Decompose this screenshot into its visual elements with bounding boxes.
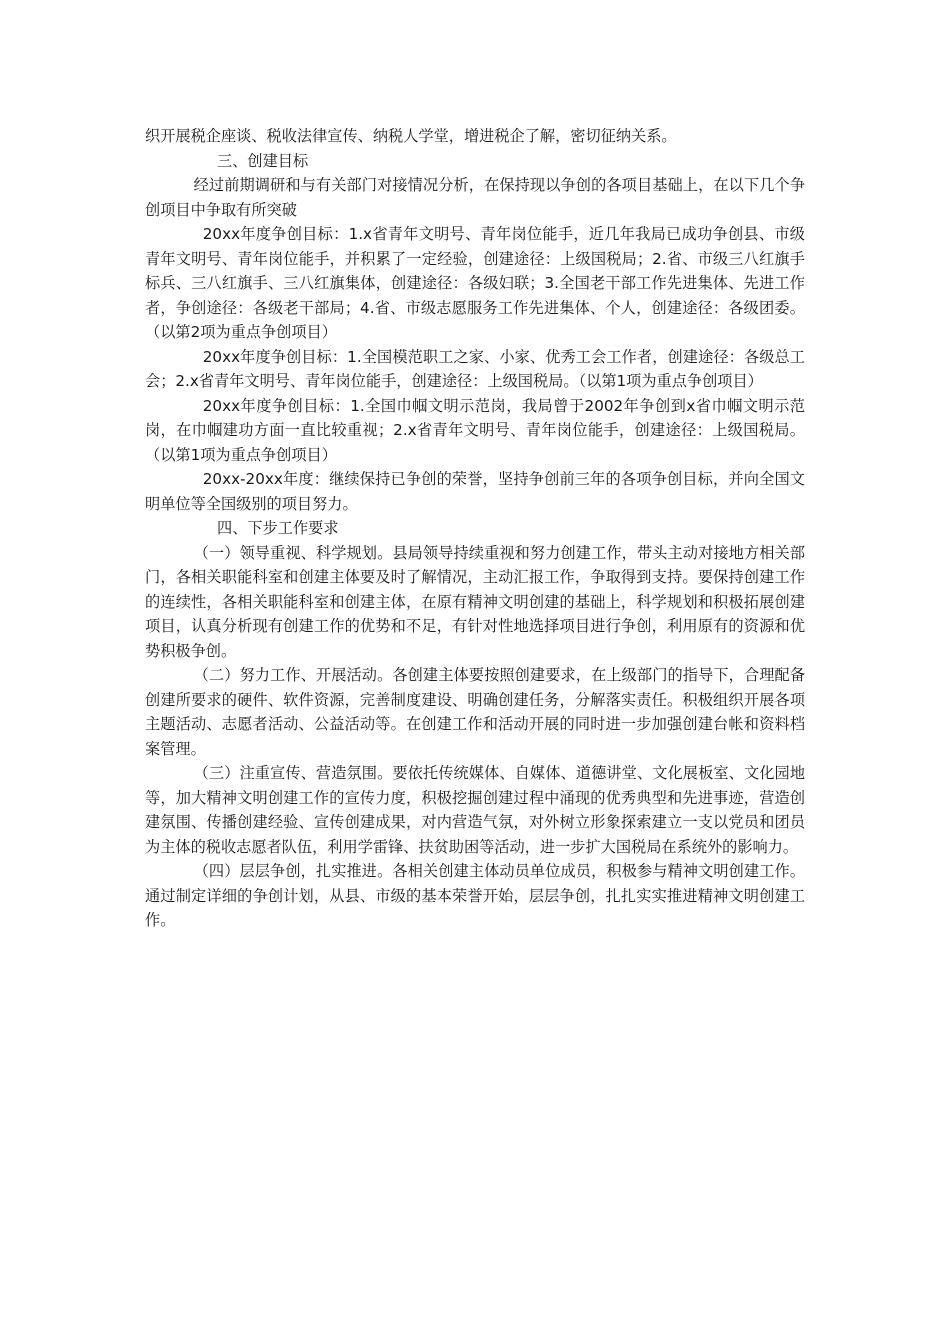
paragraph-requirement-1: （一）领导重视、科学规划。县局领导持续重视和努力创建工作，带头主动对接地方相关部门，各相关职能科室和创建主体要及时了解情况，主动汇报工作，争取得到支持。要保持创建工作的连续性，各相关职能科室和创建主体，在原有精神文明创建的基础上，科学规划和积极拓展创建项目，认真分析现有创建工作的优势和不足，有针对性地选择项目进行争创，利用原有的资源和优势积极争创。 <box>145 543 805 660</box>
paragraph-continuation: 织开展税企座谈、税收法律宣传、纳税人学堂，增进税企了解，密切征纳关系。 <box>145 127 677 145</box>
document-body <box>145 124 805 933</box>
paragraph-goal-year-3: 20xx年度争创目标：1.全国巾帼文明示范岗，我局曾于2002年争创到x省巾帼文明示范岗，在巾帼建功方面一直比较重视；2.x省青年文明号、青年岗位能手，创建途径：上级国税局。（以第1项为重点争创项目） <box>145 396 805 464</box>
paragraph-requirement-3: （三）注重宣传、营造氛围。要依托传统媒体、自媒体、道德讲堂、文化展板室、文化园地等，加大精神文明创建工作的宣传力度，积极挖掘创建过程中涌现的优秀典型和先进事迹，营造创建氛围、传播创建经验、宣传创建成果，对内营造气氛，对外树立形象探索建立一支以党员和团员为主体的税收志愿者队伍，利用学雷锋、扶贫助困等活动，进一步扩大国税局在系统外的影响力。 <box>145 764 805 856</box>
section-heading-requirements: 四、下步工作要求 <box>217 519 339 537</box>
section-heading-goals: 三、创建目标 <box>217 151 309 170</box>
paragraph-requirement-2: （二）努力工作、开展活动。各创建主体要按照创建要求，在上级部门的指导下，合理配备创建所要求的硬件、软件资源，完善制度建设、明确创建任务，分解落实责任。积极组织开展各项主题活动、志愿者活动、公益活动等。在创建工作和活动开展的同时进一步加强创建台帐和资料档案管理。 <box>145 666 805 758</box>
paragraph-goal-year-2: 20xx年度争创目标：1.全国模范职工之家、小家、优秀工会工作者，创建途径：各级总工会；2.x省青年文明号、青年岗位能手，创建途径：上级国税局。（以第1项为重点争创项目） <box>145 347 805 390</box>
paragraph-analysis: 经过前期调研和与有关部门对接情况分析，在保持现以争创的各项目基础上，在以下几个争创项目中争取有所突破 <box>145 176 805 219</box>
paragraph-goal-year-1: 20xx年度争创目标：1.x省青年文明号、青年岗位能手，近几年我局已成功争创县、市级青年文明号、青年岗位能手，并积累了一定经验，创建途径：上级国税局；2.省、市级三八红旗手标兵、三八红旗手、三八红旗集体，创建途径：各级妇联；3.全国老干部工作先进集体、先进工作者，争创途径：各级老干部局；4.省、市级志愿服务工作先进集体、个人，创建途径：各级团委。（以第2项为重点争创项目） <box>145 225 805 341</box>
paragraph-goal-later-years: 20xx-20xx年度：继续保持已争创的荣誉，坚持争创前三年的各项争创目标，并向全国文明单位等全国级别的项目努力。 <box>145 470 805 513</box>
paragraph-requirement-4: （四）层层争创，扎实推进。各相关创建主体动员单位成员，积极参与精神文明创建工作。通过制定详细的争创计划，从县、市级的基本荣誉开始，层层争创，扎扎实实推进精神文明创建工作。 <box>145 862 805 929</box>
